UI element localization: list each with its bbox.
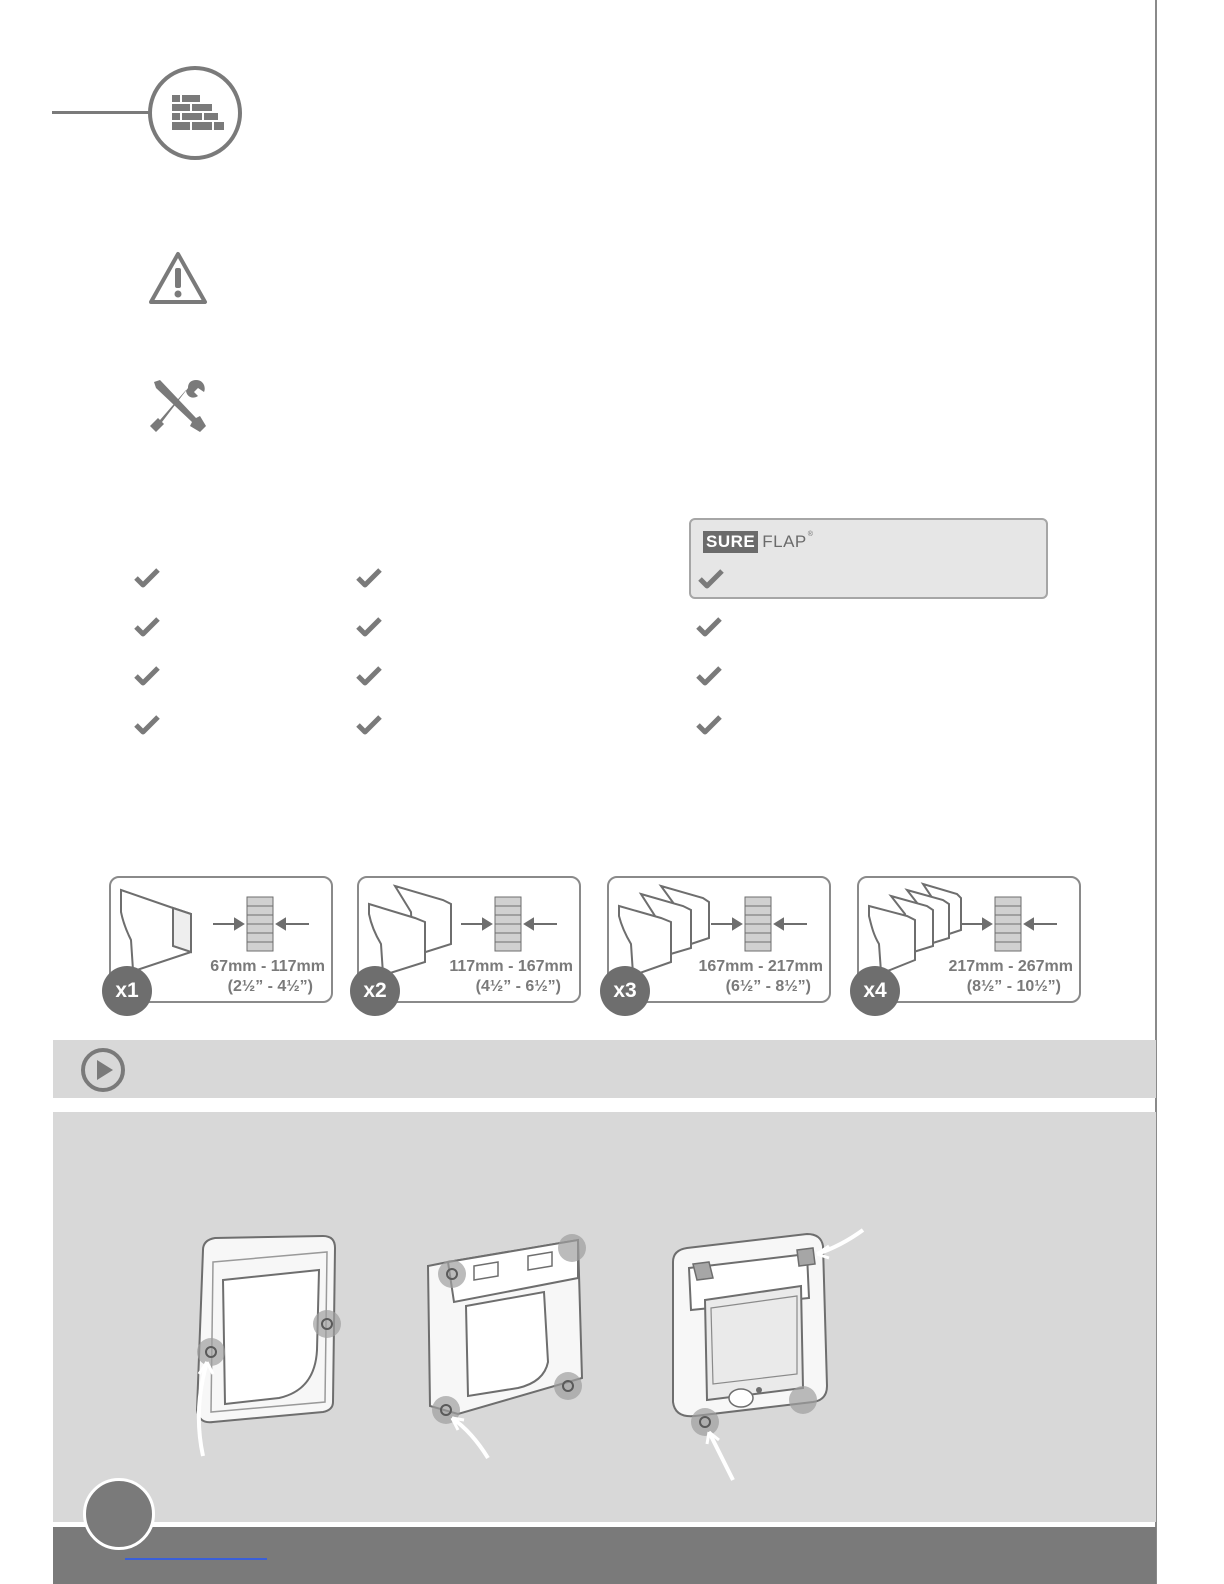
wall-thickness-icon	[961, 896, 1059, 952]
brick-wall-icon	[168, 90, 226, 136]
extender-count-badge: x3	[600, 966, 650, 1016]
check-icon	[696, 616, 722, 638]
check-icon	[356, 665, 382, 687]
logo-registered: ®	[807, 531, 813, 538]
extender-range-mm: 167mm - 217mm	[698, 958, 823, 975]
extender-range-inches: (8½” - 10½”)	[966, 978, 1061, 995]
wall-thickness-icon	[461, 896, 559, 952]
extender-range-inches: (2½” - 4½”)	[227, 978, 313, 995]
extender-count-badge: x4	[850, 966, 900, 1016]
extender-range-mm: 217mm - 267mm	[948, 958, 1073, 975]
extender-range-inches: (6½” - 8½”)	[725, 978, 811, 995]
logo-flap: FLAP	[762, 532, 807, 551]
extender-range-mm: 67mm - 117mm	[210, 958, 325, 975]
header-rule	[52, 111, 152, 114]
check-icon	[134, 567, 160, 589]
check-icon	[356, 567, 382, 589]
wall-thickness-icon	[711, 896, 809, 952]
sureflap-logo	[703, 531, 813, 553]
flap-front-illustration	[665, 1224, 875, 1484]
installation-illustration-panel	[53, 1112, 1156, 1522]
sureflap-note-box	[689, 518, 1048, 599]
warning-icon	[147, 250, 209, 306]
extender-range-mm: 117mm - 167mm	[449, 958, 573, 975]
check-icon	[134, 616, 160, 638]
extender-range-inches: (4½” - 6½”)	[475, 978, 561, 995]
check-icon	[356, 714, 382, 736]
play-icon	[79, 1046, 127, 1094]
brick-wall-badge	[148, 66, 242, 160]
check-icon	[356, 616, 382, 638]
wall-thickness-icon	[213, 896, 311, 952]
tools-icon	[148, 376, 208, 434]
check-icon	[696, 714, 722, 736]
check-icon	[134, 714, 160, 736]
tunnel-extender-illustration	[115, 882, 205, 972]
flap-frame-illustration	[183, 1230, 353, 1460]
tunnel-extender-illustration	[363, 882, 463, 978]
footer-bar	[53, 1527, 1156, 1584]
check-icon	[134, 665, 160, 687]
logo-sure: SURE	[703, 531, 758, 553]
check-icon	[698, 568, 724, 590]
tunnel-frame-illustration	[418, 1222, 598, 1462]
extender-count-badge: x1	[102, 966, 152, 1016]
page-number-badge	[83, 1478, 155, 1550]
footer-link[interactable]	[125, 1558, 267, 1560]
extender-count-badge: x2	[350, 966, 400, 1016]
check-icon	[696, 665, 722, 687]
section-header-bar	[53, 1040, 1156, 1098]
